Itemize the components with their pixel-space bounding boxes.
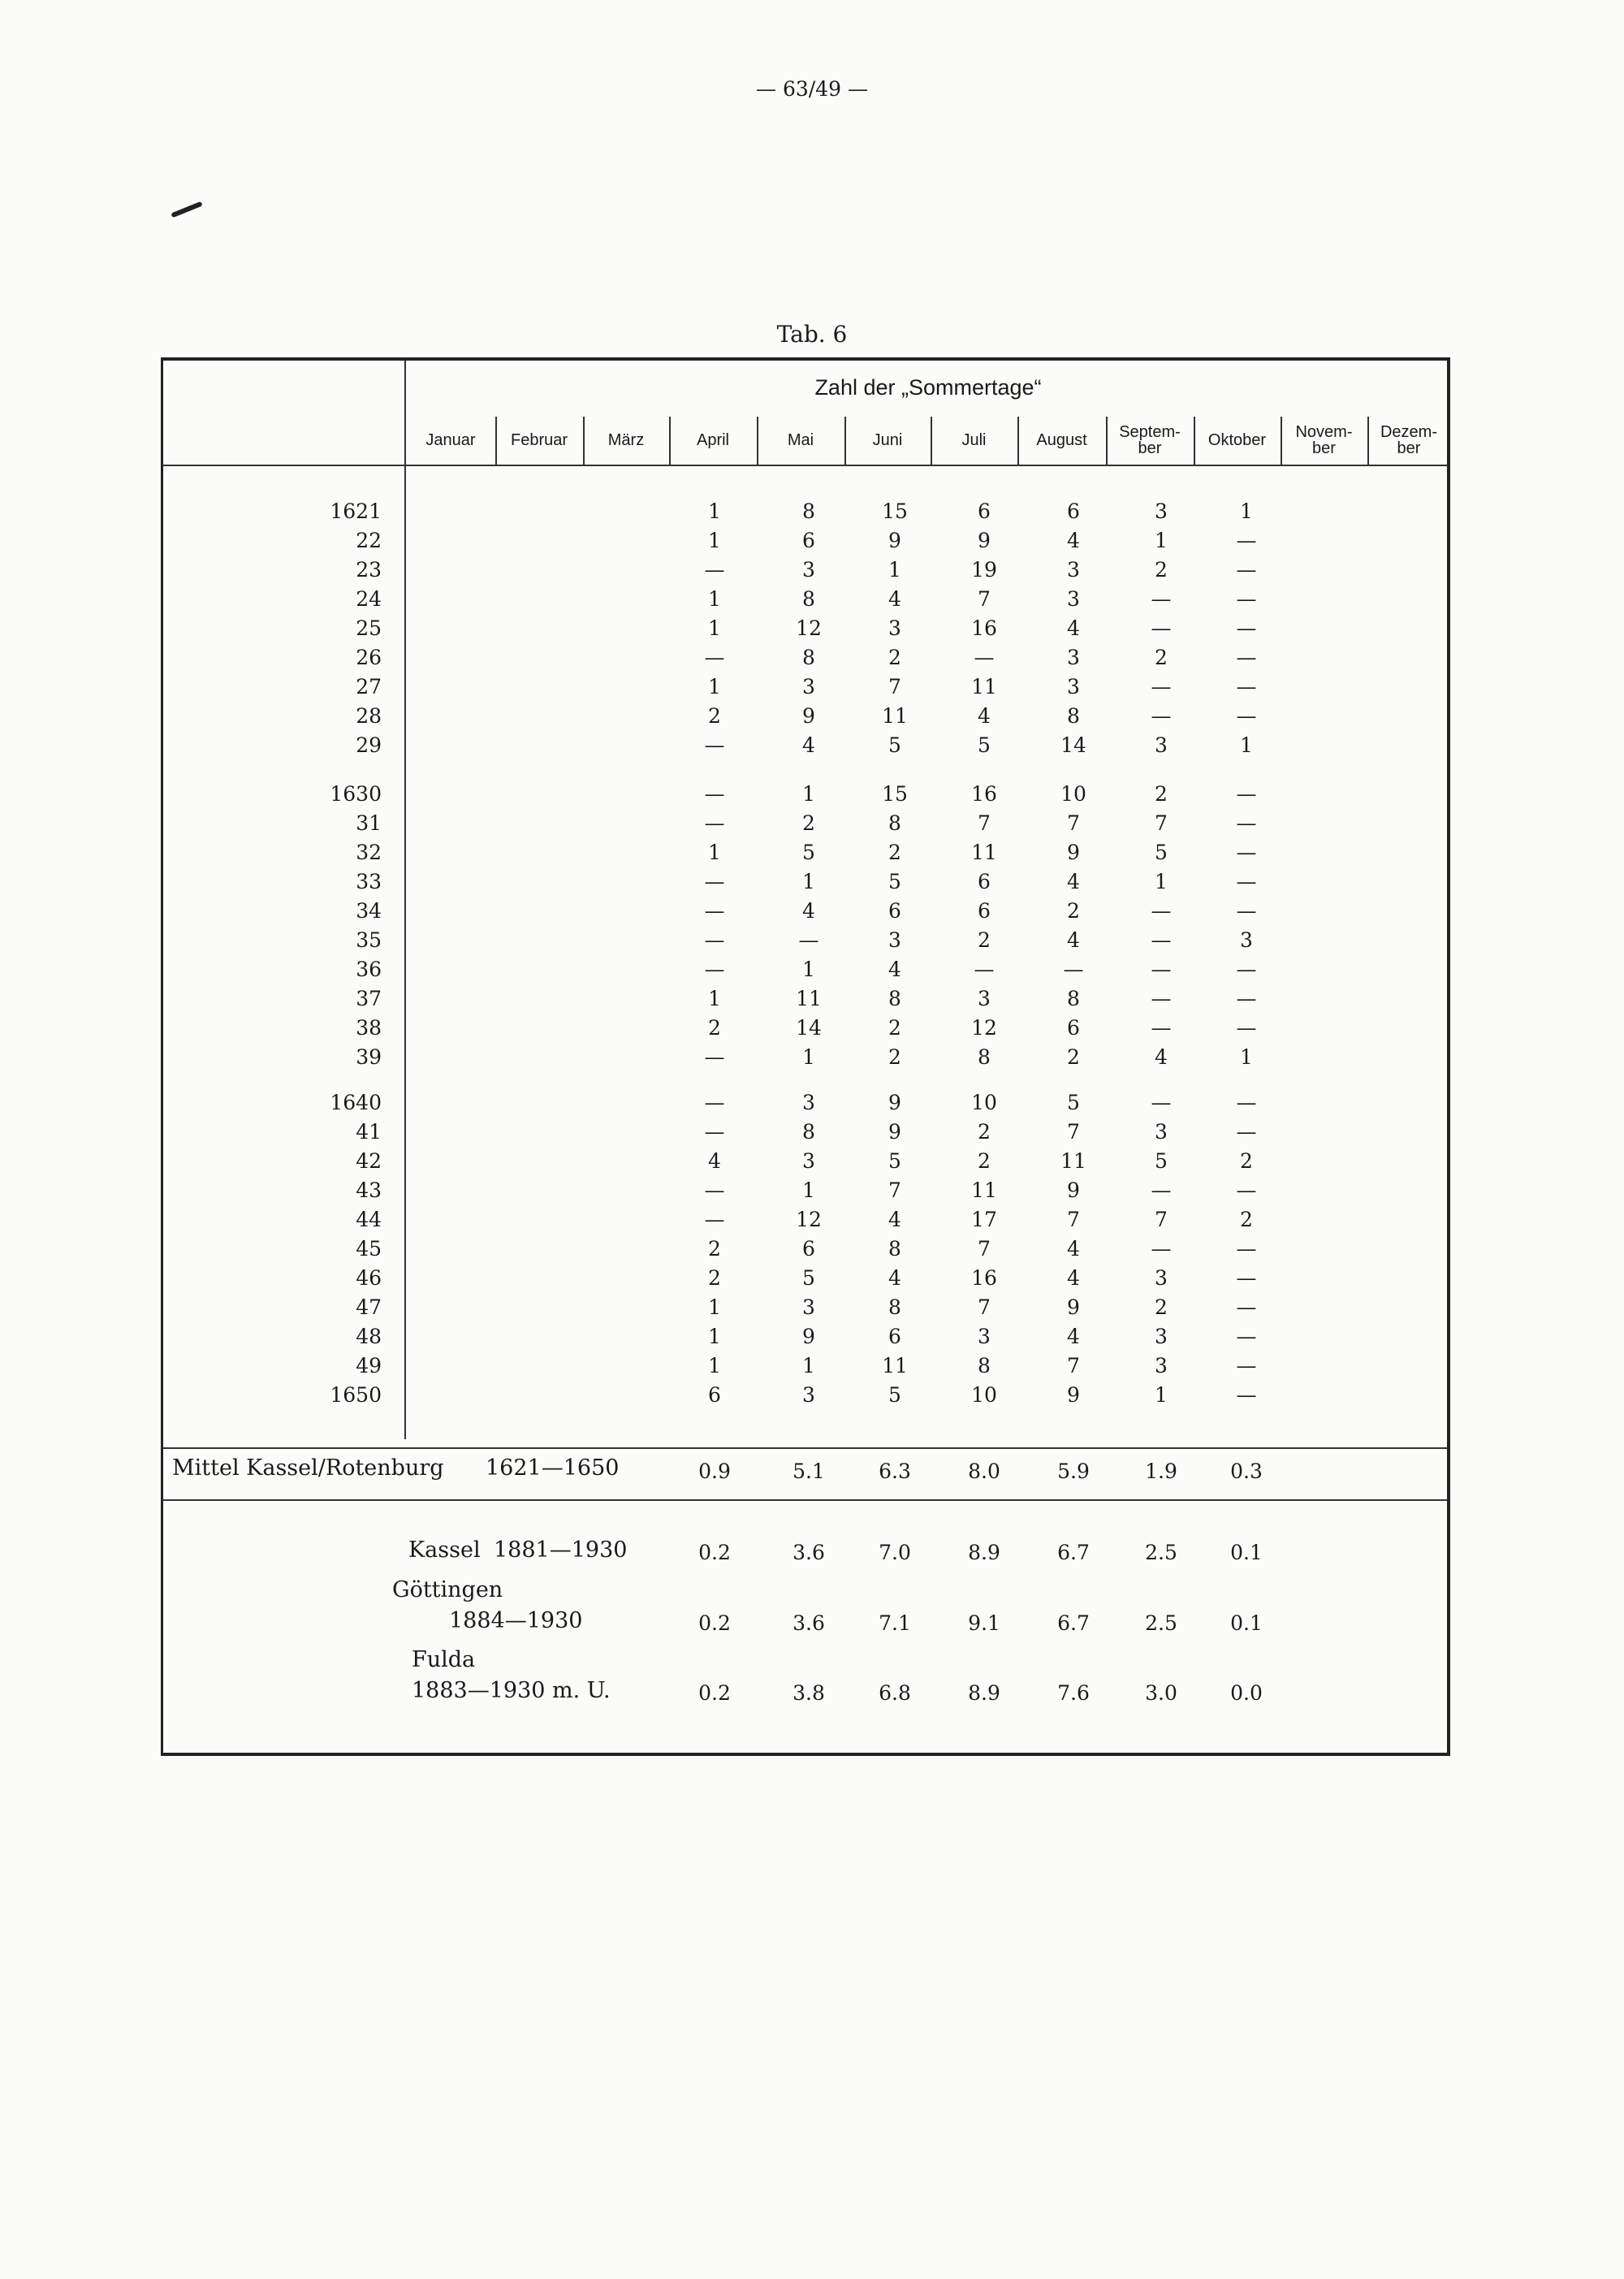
table-cell: 4	[888, 1208, 901, 1231]
table-cell: —	[1151, 1178, 1172, 1202]
page-number: — 63/49 —	[756, 77, 868, 101]
year-label: 32	[356, 841, 382, 864]
table-cell: 1	[708, 987, 721, 1010]
table-cell: —	[1151, 1016, 1172, 1040]
table-cell: 3	[802, 558, 815, 582]
table-cell: 8	[888, 1295, 901, 1319]
table-cell: —	[704, 1178, 725, 1202]
table-cell: 1	[802, 1178, 815, 1202]
comparison-cell: 0.2	[698, 1611, 731, 1635]
table-cell: 1	[708, 616, 721, 640]
mean-cell: 0.3	[1230, 1460, 1263, 1483]
table-cell: —	[1063, 958, 1084, 981]
table-cell: 11	[882, 704, 908, 728]
month-header: Januar	[425, 431, 476, 449]
table-cell: 15	[882, 499, 908, 523]
table-cell: —	[1151, 928, 1172, 952]
table-cell: —	[1236, 899, 1257, 923]
station-period: 1883—1930 m. U.	[412, 1678, 611, 1703]
table-cell: 12	[971, 1016, 997, 1040]
table-cell: —	[1236, 558, 1257, 582]
table-cell: 3	[888, 928, 901, 952]
table-cell: 7	[1155, 811, 1168, 835]
table-cell: —	[1236, 870, 1257, 893]
table-cell: 5	[802, 841, 815, 864]
month-header: Juni	[872, 431, 903, 449]
table-cell: 15	[882, 782, 908, 806]
table-cell: 6	[802, 1237, 815, 1261]
table-cell: 11	[1060, 1149, 1086, 1173]
table-cell: 3	[802, 1149, 815, 1173]
table-cell: 8	[888, 1237, 901, 1261]
year-label: 43	[356, 1178, 382, 1202]
table-cell: —	[1236, 958, 1257, 981]
table-cell: 11	[971, 675, 997, 698]
table-cell: 8	[802, 499, 815, 523]
table-cell: 1	[708, 587, 721, 611]
comparison-cell: 3.6	[793, 1541, 825, 1564]
table-cell: 6	[708, 1383, 721, 1407]
table-cell: 1	[802, 870, 815, 893]
year-label: 1630	[330, 782, 382, 806]
station-name: Göttingen	[392, 1577, 503, 1602]
table-cell: 8	[1067, 704, 1080, 728]
table-cell: 6	[1067, 499, 1080, 523]
year-label: 33	[356, 870, 382, 893]
table-cell: 2	[888, 1016, 901, 1040]
table-cell: 9	[978, 529, 991, 552]
table-cell: 6	[978, 899, 991, 923]
table-cell: 1	[802, 1045, 815, 1069]
table-cell: 8	[978, 1354, 991, 1377]
table-cell: 1	[1155, 1383, 1168, 1407]
table-cell: 3	[802, 675, 815, 698]
table-cell: —	[1151, 958, 1172, 981]
table-cell: 1	[708, 499, 721, 523]
table-cell: 3	[1155, 1325, 1168, 1348]
comparison-cell: 0.1	[1230, 1611, 1263, 1635]
station-period: 1884—1930	[449, 1608, 583, 1633]
table-cell: 8	[888, 987, 901, 1010]
table-cell: —	[798, 928, 819, 952]
table-cell: —	[1151, 616, 1172, 640]
table-cell: 1	[708, 1325, 721, 1348]
table-cell: 9	[802, 704, 815, 728]
year-label: 44	[356, 1208, 382, 1231]
table-cell: —	[704, 646, 725, 669]
table-cell: 2	[1155, 558, 1168, 582]
station-name: Kassel	[408, 1537, 481, 1563]
table-cell: 1	[708, 1295, 721, 1319]
table-cell: —	[1151, 899, 1172, 923]
table-cell: —	[974, 958, 995, 981]
month-header: Novem- ber	[1295, 423, 1353, 457]
table-cell: —	[1151, 1237, 1172, 1261]
table-cell: —	[1236, 1383, 1257, 1407]
comparison-cell: 3.8	[793, 1681, 825, 1705]
table-cell: 2	[708, 1016, 721, 1040]
table-cell: 2	[978, 1120, 991, 1144]
table-cell: 3	[802, 1091, 815, 1114]
table-cell: 19	[971, 558, 997, 582]
table-cell: 14	[1060, 733, 1086, 757]
mean-cell: 1.9	[1145, 1460, 1177, 1483]
table-cell: 1	[708, 1354, 721, 1377]
table-cell: 4	[978, 704, 991, 728]
year-label: 46	[356, 1266, 382, 1290]
table-cell: —	[704, 558, 725, 582]
comparison-cell: 6.8	[879, 1681, 911, 1705]
table-cell: —	[704, 1091, 725, 1114]
table-cell: 1	[1240, 1045, 1253, 1069]
table-cell: 9	[1067, 1295, 1080, 1319]
month-header: Dezem- ber	[1380, 423, 1437, 457]
table-cell: 1	[888, 558, 901, 582]
table-cell: —	[1236, 1266, 1257, 1290]
table-cell: 10	[1060, 782, 1086, 806]
table-cell: —	[1151, 587, 1172, 611]
comparison-cell: 2.5	[1145, 1541, 1177, 1564]
table-cell: 9	[802, 1325, 815, 1348]
year-label: 22	[356, 529, 382, 552]
table-cell: 1	[1240, 499, 1253, 523]
table-cell: 5	[888, 1383, 901, 1407]
comparison-cell: 7.0	[879, 1541, 911, 1564]
table-cell: 2	[1155, 1295, 1168, 1319]
table-cell: 1	[708, 841, 721, 864]
table-cell: 6	[978, 870, 991, 893]
year-label: 42	[356, 1149, 382, 1173]
table-cell: —	[704, 928, 725, 952]
table-cell: 8	[978, 1045, 991, 1069]
table-cell: 16	[971, 1266, 997, 1290]
table-cell: 9	[1067, 841, 1080, 864]
table-cell: 2	[708, 1237, 721, 1261]
table-cell: —	[1236, 1237, 1257, 1261]
table-cell: 2	[1067, 1045, 1080, 1069]
table-cell: 9	[1067, 1178, 1080, 1202]
table-cell: —	[1236, 587, 1257, 611]
year-label: 49	[356, 1354, 382, 1377]
month-header: August	[1036, 431, 1087, 449]
table-cell: 3	[888, 616, 901, 640]
table-cell: —	[704, 870, 725, 893]
table-cell: 11	[971, 1178, 997, 1202]
table-cell: —	[1236, 987, 1257, 1010]
table-cell: —	[974, 646, 995, 669]
table-cell: 7	[978, 1295, 991, 1319]
month-header: März	[607, 431, 645, 449]
table-cell: 2	[1240, 1149, 1253, 1173]
comparison-cell: 0.1	[1230, 1541, 1263, 1564]
table-cell: 14	[796, 1016, 822, 1040]
year-label: 1650	[330, 1383, 382, 1407]
year-label: 27	[356, 675, 382, 698]
table-cell: —	[1151, 675, 1172, 698]
table-cell: 4	[1067, 1237, 1080, 1261]
table-cell: 6	[888, 899, 901, 923]
table-cell: 2	[1155, 782, 1168, 806]
table-cell: 1	[1240, 733, 1253, 757]
table-cell: 3	[802, 1383, 815, 1407]
table-cell: —	[1236, 1354, 1257, 1377]
table-cell: 3	[1240, 928, 1253, 952]
table-cell: 5	[888, 1149, 901, 1173]
table-cell: —	[1236, 529, 1257, 552]
table-cell: 2	[888, 1045, 901, 1069]
table-cell: 2	[978, 1149, 991, 1173]
table-cell: 1	[1155, 870, 1168, 893]
month-header: Februar	[510, 431, 568, 449]
month-header: Septem- ber	[1119, 423, 1181, 457]
mean-cell: 5.9	[1057, 1460, 1090, 1483]
year-label: 24	[356, 587, 382, 611]
table-cell: 11	[882, 1354, 908, 1377]
table-cell: 8	[802, 646, 815, 669]
table-cell: 7	[1067, 811, 1080, 835]
year-label: 38	[356, 1016, 382, 1040]
month-header: Oktober	[1207, 431, 1267, 449]
table-cell: 9	[888, 1091, 901, 1114]
table-cell: —	[1151, 987, 1172, 1010]
table-cell: 7	[1067, 1354, 1080, 1377]
table-cell: 4	[1067, 928, 1080, 952]
table-cell: 4	[708, 1149, 721, 1173]
table-cell: 7	[1067, 1120, 1080, 1144]
comparison-cell: 0.2	[698, 1681, 731, 1705]
table-cell: 7	[888, 1178, 901, 1202]
table-cell: 4	[1067, 1266, 1080, 1290]
month-header: Juli	[961, 431, 987, 449]
table-cell: 2	[1155, 646, 1168, 669]
table-cell: 4	[1067, 870, 1080, 893]
table-cell: 4	[1067, 1325, 1080, 1348]
mean-rule-bottom	[162, 1499, 1447, 1501]
table-cell: 12	[796, 616, 822, 640]
comparison-cell: 3.0	[1145, 1681, 1177, 1705]
table-cell: 8	[802, 1120, 815, 1144]
table-cell: —	[1236, 1016, 1257, 1040]
year-label: 39	[356, 1045, 382, 1069]
month-header: April	[696, 431, 729, 449]
year-label: 1640	[330, 1091, 382, 1114]
year-label: 23	[356, 558, 382, 582]
table-cell: 3	[1067, 558, 1080, 582]
header-rule	[162, 465, 1447, 466]
table-cell: 5	[888, 733, 901, 757]
table-cell: —	[1236, 1295, 1257, 1319]
year-label: 28	[356, 704, 382, 728]
table-cell: —	[1236, 616, 1257, 640]
table-cell: 7	[978, 1237, 991, 1261]
table-cell: 6	[978, 499, 991, 523]
table-cell: —	[1236, 675, 1257, 698]
mean-cell: 8.0	[968, 1460, 1000, 1483]
mean-rule-top	[162, 1447, 1447, 1449]
station-name: Fulda	[412, 1647, 476, 1672]
comparison-cell: 2.5	[1145, 1611, 1177, 1635]
table-cell: —	[1236, 1120, 1257, 1144]
mean-cell: 0.9	[698, 1460, 731, 1483]
table-cell: 5	[1067, 1091, 1080, 1114]
table-caption: Zahl der „Sommertage“	[814, 375, 1042, 400]
table-cell: 2	[978, 928, 991, 952]
table-cell: 4	[888, 587, 901, 611]
table-cell: 1	[708, 529, 721, 552]
year-label: 41	[356, 1120, 382, 1144]
comparison-cell: 0.2	[698, 1541, 731, 1564]
table-cell: 3	[1067, 675, 1080, 698]
table-cell: —	[1151, 704, 1172, 728]
table-cell: —	[704, 1120, 725, 1144]
table-cell: 3	[978, 1325, 991, 1348]
table-cell: 4	[888, 958, 901, 981]
table-cell: 2	[708, 1266, 721, 1290]
table-cell: —	[1236, 1091, 1257, 1114]
table-cell: 10	[971, 1383, 997, 1407]
table-cell: 1	[708, 675, 721, 698]
comparison-cell: 7.1	[879, 1611, 911, 1635]
table-cell: 3	[1155, 1354, 1168, 1377]
table-cell: —	[1236, 841, 1257, 864]
table-cell: 2	[888, 841, 901, 864]
year-label: 45	[356, 1237, 382, 1261]
table-cell: 3	[978, 987, 991, 1010]
month-header: Mai	[787, 431, 814, 449]
table-cell: 6	[888, 1325, 901, 1348]
table-cell: 3	[1067, 646, 1080, 669]
table-cell: 1	[802, 1354, 815, 1377]
year-label: 47	[356, 1295, 382, 1319]
year-label: 31	[356, 811, 382, 835]
table-cell: 7	[978, 811, 991, 835]
table-cell: 9	[888, 529, 901, 552]
table-cell: 3	[802, 1295, 815, 1319]
comparison-cell: 6.7	[1057, 1541, 1090, 1564]
table-cell: 1	[802, 958, 815, 981]
pen-mark	[171, 201, 202, 218]
comparison-cell: 3.6	[793, 1611, 825, 1635]
table-cell: 3	[1155, 733, 1168, 757]
table-cell: —	[704, 733, 725, 757]
table-cell: 2	[888, 646, 901, 669]
table-cell: 2	[708, 704, 721, 728]
table-cell: 4	[1155, 1045, 1168, 1069]
table-cell: 1	[802, 782, 815, 806]
table-cell: 9	[1067, 1383, 1080, 1407]
table-cell: —	[1236, 1325, 1257, 1348]
table-cell: 7	[888, 675, 901, 698]
table-cell: 5	[1155, 841, 1168, 864]
table-cell: —	[704, 899, 725, 923]
mean-cell: 5.1	[793, 1460, 825, 1483]
table-cell: —	[1236, 646, 1257, 669]
table-cell: 10	[971, 1091, 997, 1114]
year-label: 26	[356, 646, 382, 669]
table-cell: 3	[1155, 1266, 1168, 1290]
mean-cell: 6.3	[879, 1460, 911, 1483]
table-cell: 1	[1155, 529, 1168, 552]
table-cell: —	[1236, 1178, 1257, 1202]
table-cell: 6	[1067, 1016, 1080, 1040]
comparison-cell: 8.9	[968, 1541, 1000, 1564]
table-cell: 3	[1155, 1120, 1168, 1144]
year-label: 37	[356, 987, 382, 1010]
table-cell: 5	[978, 733, 991, 757]
table-cell: 5	[1155, 1149, 1168, 1173]
table-cell: 9	[888, 1120, 901, 1144]
table-cell: 16	[971, 616, 997, 640]
table-cell: —	[704, 1208, 725, 1231]
table-cell: 4	[1067, 616, 1080, 640]
table-cell: 16	[971, 782, 997, 806]
table-cell: 2	[802, 811, 815, 835]
table-cell: —	[704, 958, 725, 981]
table-cell: 8	[888, 811, 901, 835]
table-cell: 7	[978, 587, 991, 611]
year-label: 1621	[330, 499, 382, 523]
comparison-cell: 8.9	[968, 1681, 1000, 1705]
table-cell: 7	[1155, 1208, 1168, 1231]
table-cell: 17	[971, 1208, 997, 1231]
year-label: 34	[356, 899, 382, 923]
table-cell: 5	[888, 870, 901, 893]
table-cell: —	[704, 782, 725, 806]
table-cell: 5	[802, 1266, 815, 1290]
table-cell: 8	[1067, 987, 1080, 1010]
table-cell: 4	[1067, 529, 1080, 552]
table-cell: 11	[971, 841, 997, 864]
table-cell: 8	[802, 587, 815, 611]
table-cell: 2	[1240, 1208, 1253, 1231]
year-label: 36	[356, 958, 382, 981]
comparison-cell: 9.1	[968, 1611, 1000, 1635]
year-label: 35	[356, 928, 382, 952]
table-cell: —	[704, 811, 725, 835]
table-cell: —	[1236, 782, 1257, 806]
station-period: 1881—1930	[494, 1537, 628, 1563]
table-cell: 12	[796, 1208, 822, 1231]
mean-row-label: Mittel Kassel/Rotenburg	[172, 1455, 444, 1481]
table-cell: 4	[802, 899, 815, 923]
mean-row-period: 1621—1650	[486, 1455, 620, 1481]
year-column-divider	[404, 361, 406, 1439]
year-label: 25	[356, 616, 382, 640]
table-title: Tab. 6	[776, 321, 848, 348]
table-cell: 3	[1067, 587, 1080, 611]
comparison-cell: 6.7	[1057, 1611, 1090, 1635]
table-cell: —	[1236, 811, 1257, 835]
table-cell: 6	[802, 529, 815, 552]
comparison-cell: 7.6	[1057, 1681, 1090, 1705]
year-label: 29	[356, 733, 382, 757]
table-cell: 2	[1067, 899, 1080, 923]
year-label: 48	[356, 1325, 382, 1348]
table-cell: 7	[1067, 1208, 1080, 1231]
comparison-cell: 0.0	[1230, 1681, 1263, 1705]
table-cell: 11	[796, 987, 822, 1010]
table-cell: —	[704, 1045, 725, 1069]
table-cell: —	[1151, 1091, 1172, 1114]
table-cell: 3	[1155, 499, 1168, 523]
table-cell: —	[1236, 704, 1257, 728]
table-cell: 4	[888, 1266, 901, 1290]
table-cell: 4	[802, 733, 815, 757]
